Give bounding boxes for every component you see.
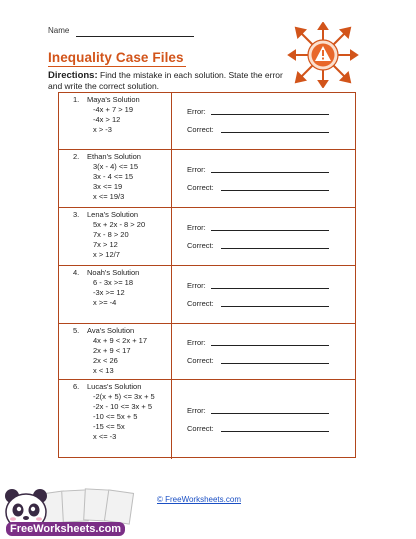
error-label: Error: bbox=[187, 338, 206, 347]
solution-step: 4x + 9 < 2x + 17 bbox=[93, 336, 147, 345]
case-title bbox=[67, 95, 140, 104]
error-answer-line[interactable] bbox=[211, 288, 329, 289]
solution-step: 7x - 8 > 20 bbox=[93, 230, 129, 239]
case-solution-cell bbox=[59, 150, 172, 207]
error-label: Error: bbox=[187, 281, 206, 290]
correct-label: Correct: bbox=[187, 299, 214, 308]
correct-label: Correct: bbox=[187, 183, 214, 192]
error-answer-line[interactable] bbox=[211, 114, 329, 115]
name-label: Name bbox=[48, 26, 70, 35]
case-title bbox=[67, 210, 138, 219]
error-label: Error: bbox=[187, 107, 206, 116]
directions bbox=[48, 70, 288, 92]
correct-label: Correct: bbox=[187, 125, 214, 134]
solution-step: -4x + 7 > 19 bbox=[93, 105, 134, 114]
error-answer-line[interactable] bbox=[211, 172, 329, 173]
correct-answer-line[interactable] bbox=[221, 248, 329, 249]
case-row bbox=[59, 265, 355, 323]
correct-answer-line[interactable] bbox=[221, 306, 329, 307]
solution-step: 7x > 12 bbox=[93, 240, 118, 249]
error-label: Error: bbox=[187, 165, 206, 174]
worksheet-title: Inequality Case Files bbox=[48, 50, 184, 65]
case-row bbox=[59, 93, 355, 149]
error-answer-line[interactable] bbox=[211, 230, 329, 231]
solution-steps bbox=[93, 336, 147, 376]
case-title bbox=[67, 268, 139, 277]
case-solution-cell bbox=[59, 324, 172, 379]
case-number: 2. bbox=[73, 152, 80, 161]
solution-step: x <= 19/3 bbox=[93, 192, 125, 201]
correct-label: Correct: bbox=[187, 241, 214, 250]
case-number: 4. bbox=[73, 268, 80, 277]
correct-label: Correct: bbox=[187, 424, 214, 433]
case-row bbox=[59, 323, 355, 379]
solution-step: x < 13 bbox=[93, 366, 114, 375]
correct-answer-line[interactable] bbox=[221, 431, 329, 432]
case-name: Noah's Solution bbox=[87, 268, 140, 277]
directions-label: Directions: bbox=[48, 70, 98, 81]
solution-step: 3x - 4 <= 15 bbox=[93, 172, 134, 181]
case-number: 6. bbox=[73, 382, 80, 391]
case-row bbox=[59, 207, 355, 265]
error-answer-line[interactable] bbox=[211, 345, 329, 346]
case-name: Maya's Solution bbox=[87, 95, 140, 104]
solution-step: 6 - 3x >= 18 bbox=[93, 278, 134, 287]
solution-steps bbox=[93, 105, 133, 135]
case-number: 5. bbox=[73, 326, 80, 335]
error-label: Error: bbox=[187, 223, 206, 232]
solution-steps bbox=[93, 278, 133, 308]
solution-step: x <= -3 bbox=[93, 432, 117, 441]
solution-step: -4x > 12 bbox=[93, 115, 121, 124]
warning-badge-icon bbox=[286, 22, 360, 88]
footer-branding bbox=[0, 486, 140, 539]
case-solution-cell bbox=[59, 208, 172, 265]
error-label: Error: bbox=[187, 406, 206, 415]
solution-step: -2x - 10 <= 3x + 5 bbox=[93, 402, 152, 411]
title-underline bbox=[48, 66, 186, 67]
name-line[interactable] bbox=[76, 36, 194, 37]
solution-step: -2(x + 5) <= 3x + 5 bbox=[93, 392, 155, 401]
case-title bbox=[67, 326, 134, 335]
footer-link[interactable]: © FreeWorksheets.com bbox=[157, 495, 241, 504]
solution-step: 2x + 9 < 17 bbox=[93, 346, 131, 355]
correct-answer-line[interactable] bbox=[221, 132, 329, 133]
case-name: Ethan's Solution bbox=[87, 152, 141, 161]
correct-answer-line[interactable] bbox=[221, 190, 329, 191]
case-table bbox=[58, 92, 356, 458]
solution-step: x > 12/7 bbox=[93, 250, 120, 259]
solution-steps bbox=[93, 162, 138, 202]
correct-label: Correct: bbox=[187, 356, 214, 365]
case-solution-cell bbox=[59, 93, 172, 149]
case-name: Lucas's Solution bbox=[87, 382, 142, 391]
solution-step: x > -3 bbox=[93, 125, 112, 134]
error-answer-line[interactable] bbox=[211, 413, 329, 414]
solution-steps bbox=[93, 220, 145, 260]
case-title bbox=[67, 152, 141, 161]
solution-step: -3x >= 12 bbox=[93, 288, 125, 297]
case-name: Lena's Solution bbox=[87, 210, 139, 219]
case-row bbox=[59, 149, 355, 207]
solution-step: -10 <= 5x + 5 bbox=[93, 412, 138, 421]
directions-text: Find the mistake in each solution. State the error and write the correct solution. bbox=[48, 70, 283, 91]
case-name: Ava's Solution bbox=[87, 326, 135, 335]
case-number: 3. bbox=[73, 210, 80, 219]
solution-step: 3x <= 19 bbox=[93, 182, 123, 191]
case-title bbox=[67, 382, 141, 391]
worksheet-thumbnail bbox=[104, 489, 134, 524]
case-number: 1. bbox=[73, 95, 80, 104]
solution-step: -15 <= 5x bbox=[93, 422, 125, 431]
solution-steps bbox=[93, 392, 155, 442]
case-row bbox=[59, 379, 355, 459]
solution-step: 3(x - 4) <= 15 bbox=[93, 162, 139, 171]
solution-step: x >= -4 bbox=[93, 298, 117, 307]
solution-step: 5x + 2x - 8 > 20 bbox=[93, 220, 146, 229]
case-solution-cell bbox=[59, 380, 172, 459]
case-solution-cell bbox=[59, 266, 172, 323]
solution-step: 2x < 26 bbox=[93, 356, 118, 365]
correct-answer-line[interactable] bbox=[221, 363, 329, 364]
brand-text: FreeWorksheets.com bbox=[6, 522, 125, 536]
